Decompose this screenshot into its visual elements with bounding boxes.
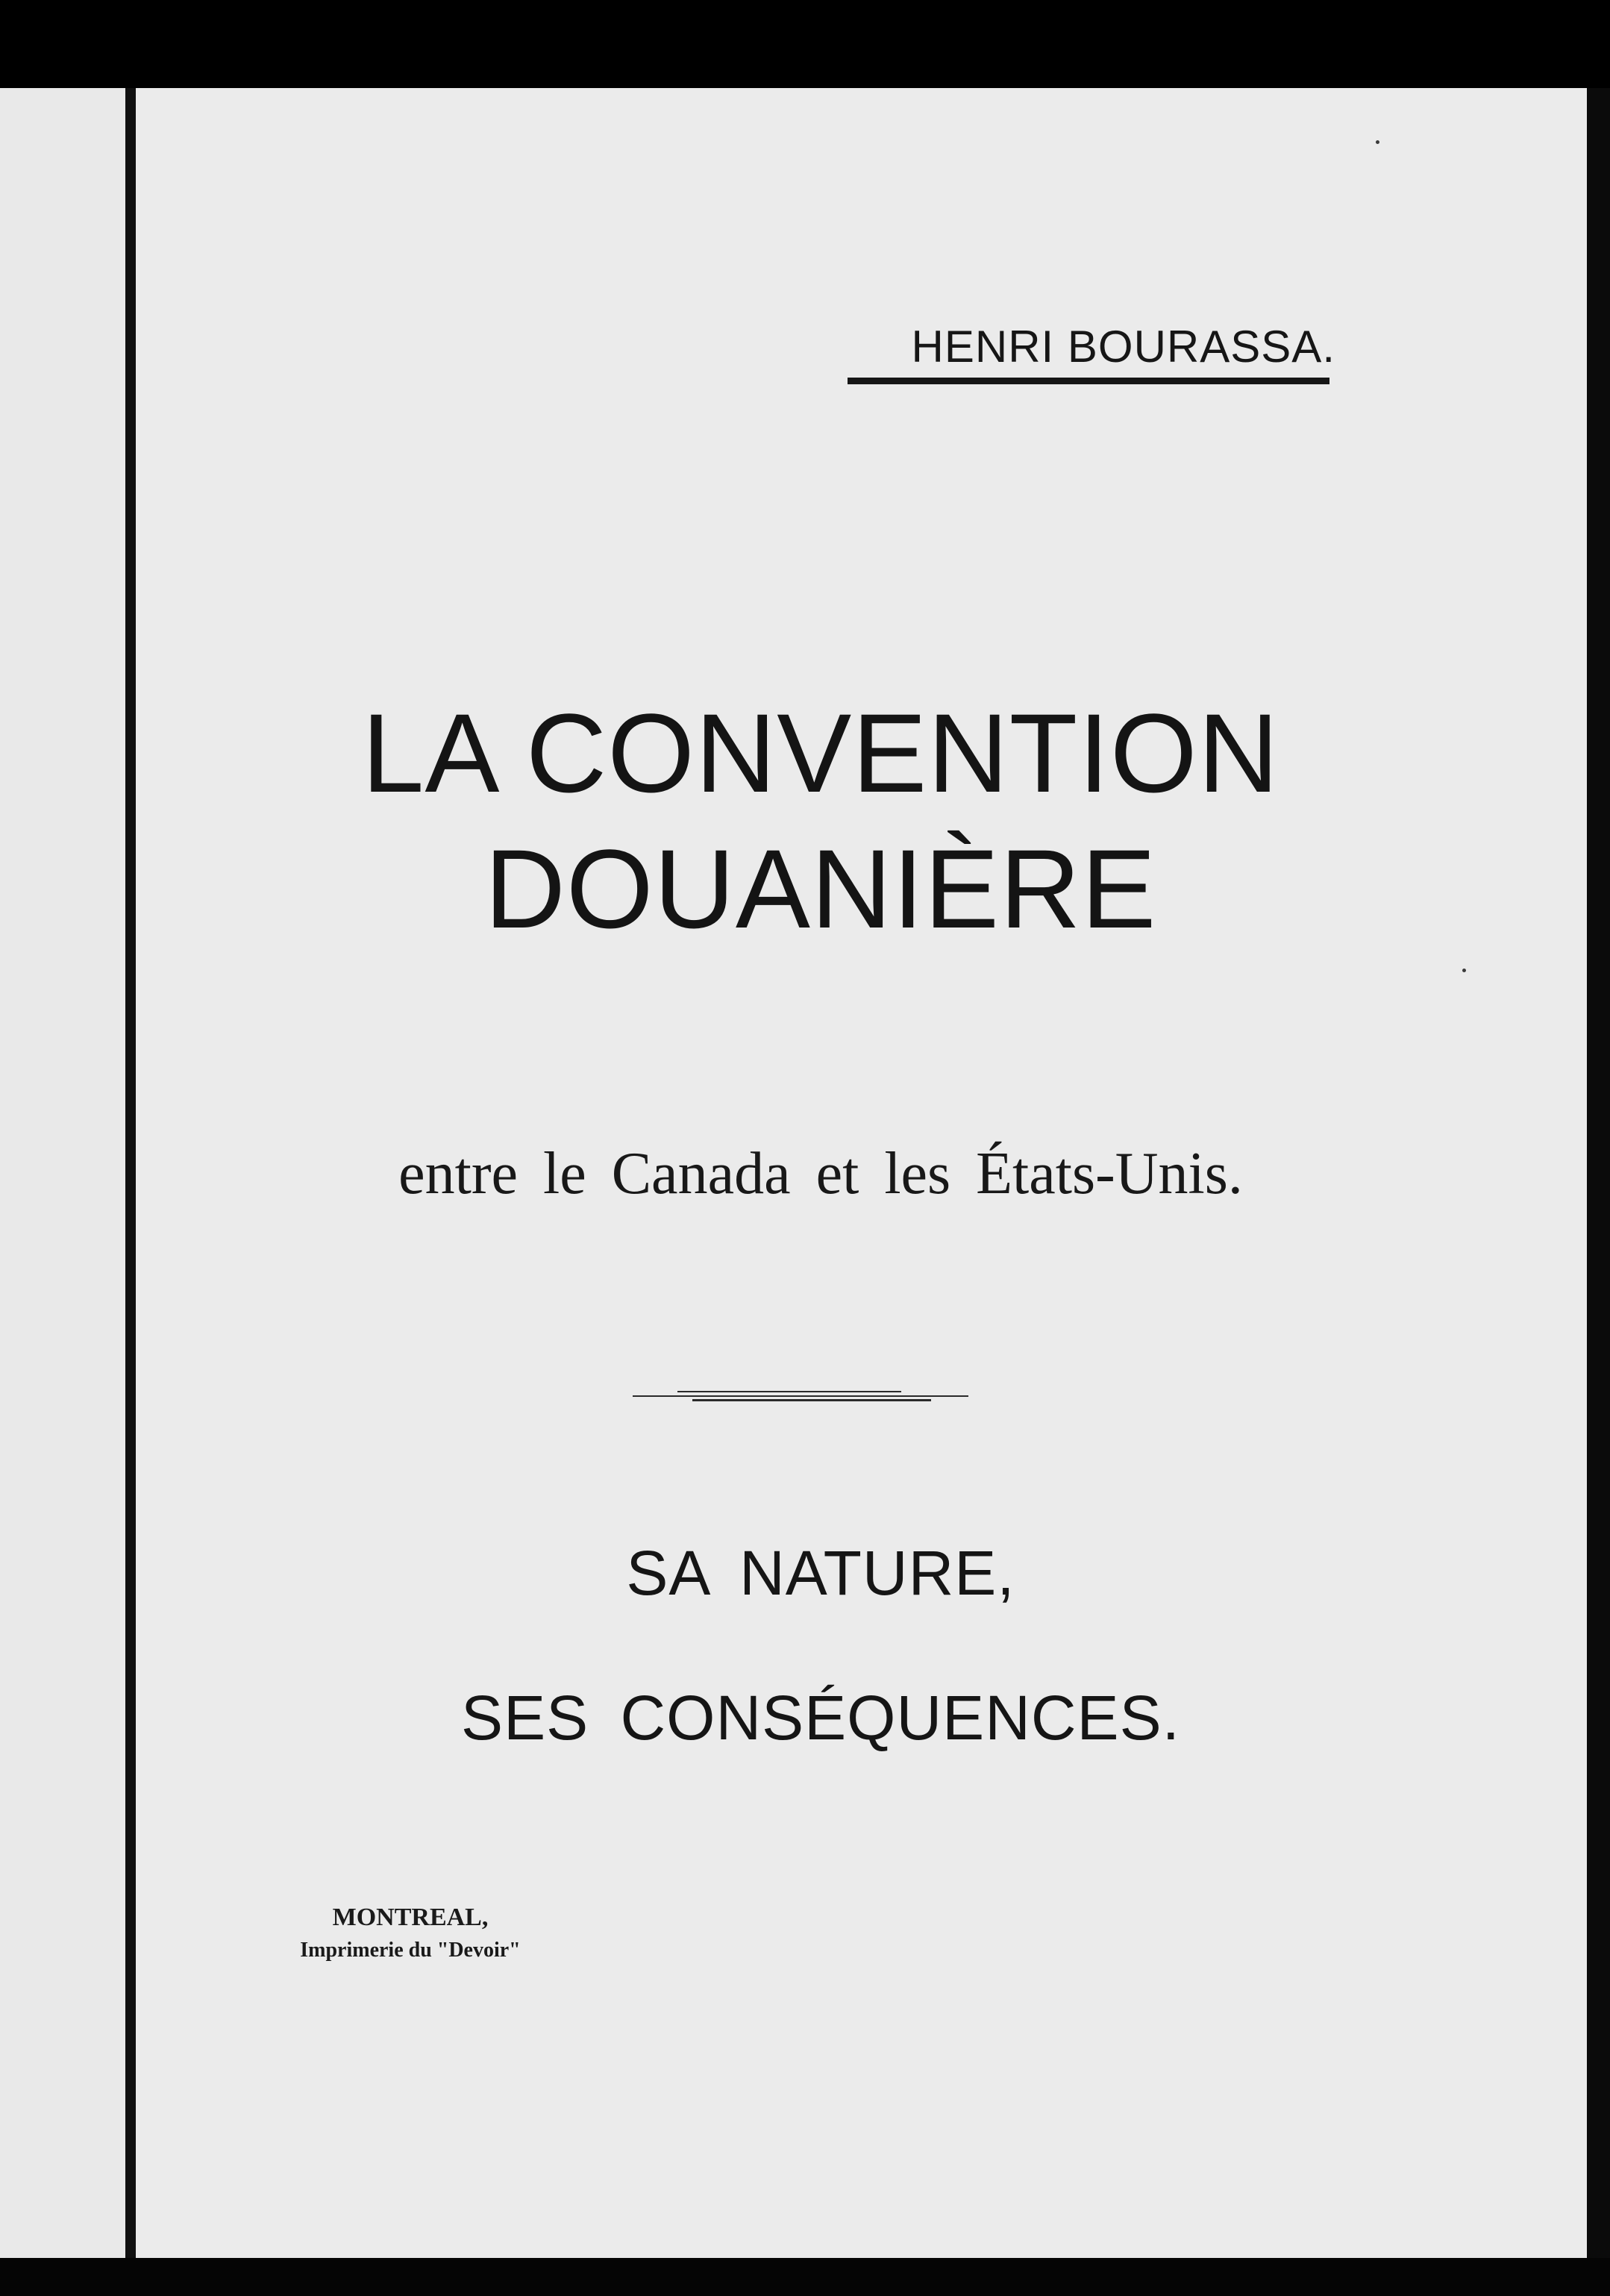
author-underline — [848, 378, 1329, 384]
paper-speck — [1462, 969, 1466, 972]
author-name: HENRI BOURASSA. — [911, 322, 1335, 372]
book-subtitle: entre le Canada et les États-Unis. — [398, 1141, 1243, 1207]
imprint-printer: Imprimerie du "Devoir" — [300, 1939, 521, 1962]
page-edge-shadow — [1587, 88, 1610, 2258]
book-title — [224, 685, 1418, 957]
imprint — [224, 1901, 597, 1967]
imprint-city: MONTREAL, — [332, 1904, 489, 1931]
scan-bottom-band — [0, 2258, 1610, 2296]
paper-speck — [1376, 140, 1379, 144]
ornamental-rule — [633, 1388, 968, 1406]
section-heading-nature: SA NATURE, — [626, 1538, 1015, 1608]
binding-shadow — [125, 88, 136, 2258]
title-line-1: LA CONVENTION — [362, 690, 1279, 816]
title-line-2: DOUANIÈRE — [484, 826, 1157, 951]
section-heading-consequences: SES CONSÉQUENCES. — [461, 1683, 1180, 1753]
previous-page-edge — [0, 88, 125, 2258]
